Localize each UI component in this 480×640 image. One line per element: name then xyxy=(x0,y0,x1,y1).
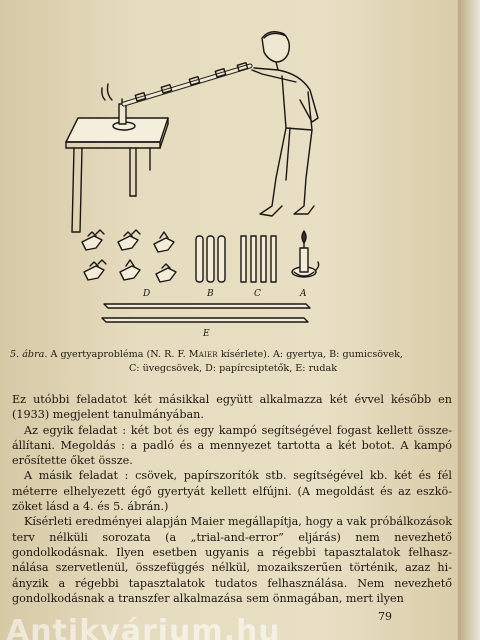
paragraph-2: Az egyik feladat : két bot és egy kampó segítségével fogast kellett összeállítani. Megoldás : a padló és a mennyezet tartotta a két botot. A kampó erősítette őket össze. xyxy=(12,423,452,468)
candle-in-holder xyxy=(292,231,319,277)
label-a: A xyxy=(300,289,307,299)
rubber-tubes-group xyxy=(196,236,225,282)
caption-text-after: kísérlete). A: gyertya, B: gumicsövek, xyxy=(217,349,403,360)
glass-tubes-group xyxy=(241,236,276,282)
table-drawing xyxy=(66,118,168,232)
label-d: D xyxy=(143,289,151,299)
man-blowing-figure xyxy=(252,32,318,216)
label-e: E xyxy=(203,329,210,339)
caption-number: 5. ábra. xyxy=(10,349,48,360)
rods-group xyxy=(102,304,310,322)
label-b: B xyxy=(207,289,214,299)
caption-line-2: C: üvegcsövek, D: papírcsiptetők, E: rudak xyxy=(128,363,338,374)
paragraph-3: A másik feladat : csövek, papírszorítók stb. segítségével kb. két és fél méterre elhelyezett égő gyertyát kellett elfújni. (A megoldást és az eszközöket lásd a 4. és 5. ábrán.) xyxy=(12,469,452,514)
figure-caption xyxy=(10,348,456,376)
paragraph-4: Kísérleti eredményei alapján Maier megállapítja, hogy a vak próbálkozások terv nélküli sorozata (a „trial-and-error” eljárás) nem nevezhető gondolkodásnak. Ilyen esetben ugyanis a régebbi tapasztalatok felhasználása szervetlenül, összefüggés nélkül, mozaikszerűen történik, azaz hiányzik a régebbi tapasztalatok tudatos felhasználása. Nem nevezhető gondolkodásnak a transzfer alkalmazása sem önmagában, mert ilyen xyxy=(12,515,452,605)
body-text xyxy=(12,392,452,606)
watermark: Antikvárium.hu xyxy=(6,614,281,640)
label-c: C xyxy=(254,289,261,299)
paragraph-1: Ez utóbbi feladatot két másikkal együtt alkalmazza két évvel később en (1933) megjelent tanulmányában. xyxy=(12,393,452,422)
caption-text-before: A gyertyaprobléma (N. R. F. xyxy=(47,349,189,360)
caption-author: Maier xyxy=(188,349,218,360)
tube-assembly xyxy=(124,63,250,104)
page-edge xyxy=(458,0,480,640)
paper-clips-group xyxy=(82,230,176,282)
page-number: 79 xyxy=(378,610,392,623)
